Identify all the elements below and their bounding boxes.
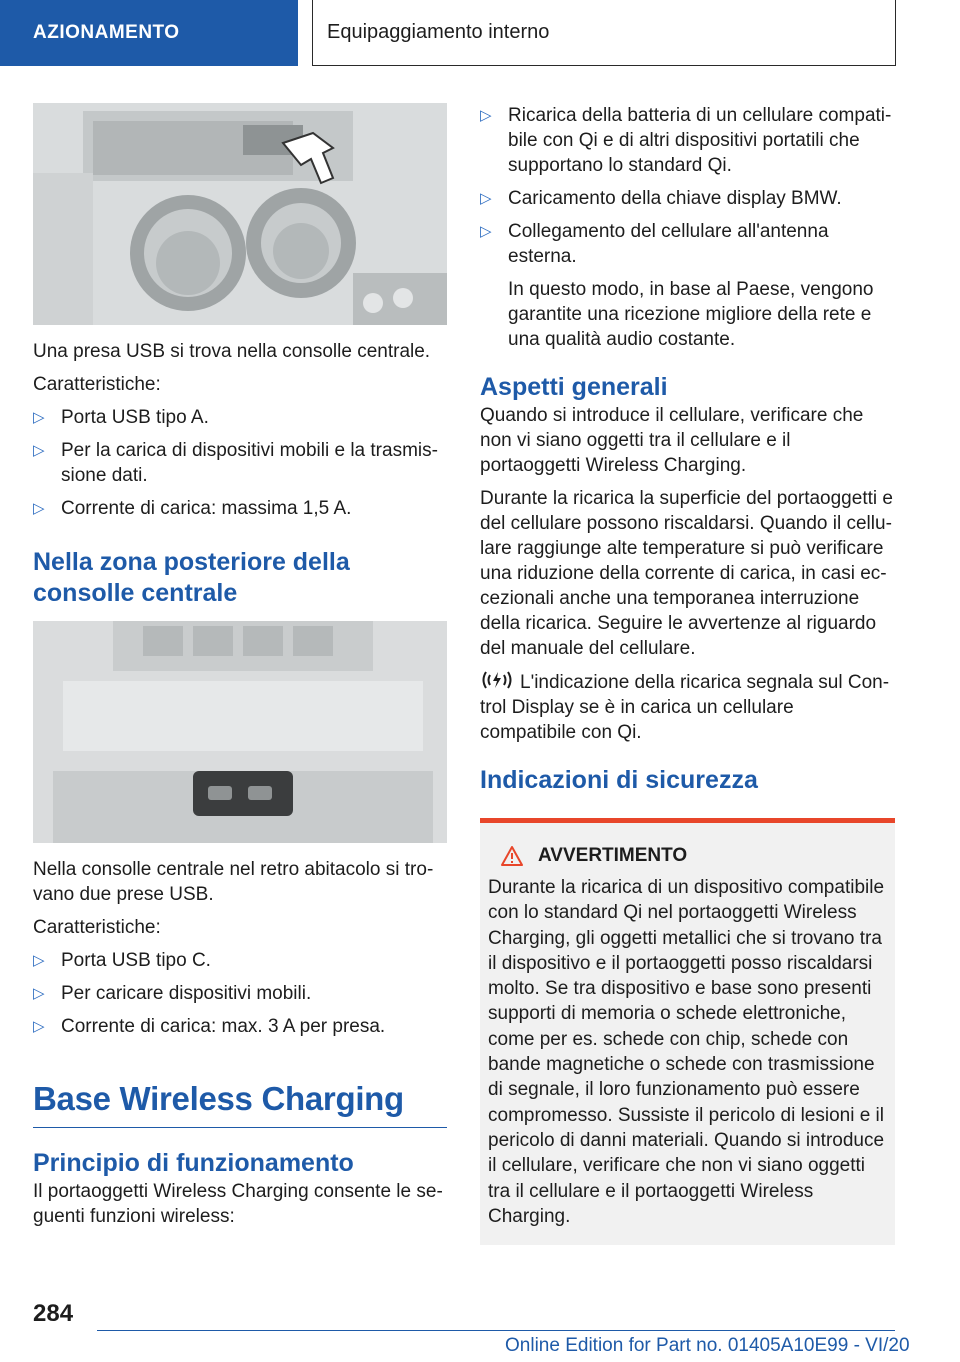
general-paragraph-3: L'indicazione della ricarica segnala sul Control Display se è in carica un cellulare compatibile con Qi.: [480, 669, 895, 745]
chapter-tab: [312, 0, 896, 66]
heading-safety: Indicazioni di sicurezza: [480, 766, 758, 794]
list-item: ▷ Corrente di carica: massima 1,5 A.: [33, 498, 352, 519]
page-number: 284: [33, 1300, 74, 1327]
triangle-bullet-icon: ▷: [33, 409, 45, 426]
list-item: ▷ Ricarica della batteria di un cellulare compatibile con Qi e di altri dispositivi portatili che supportano lo standard Qi.: [480, 105, 892, 176]
left-column: [33, 103, 447, 1237]
warning-title: AVVERTIMENTO: [538, 845, 688, 866]
footer-divider: [97, 1330, 895, 1331]
triangle-bullet-icon: ▷: [33, 952, 45, 969]
triangle-bullet-icon: ▷: [480, 190, 492, 207]
triangle-bullet-icon: ▷: [33, 500, 45, 517]
warning-header: [488, 845, 887, 867]
general-paragraph-2: Durante la ricarica la superficie del portaoggetti e del cellulare possono riscaldarsi. Quando il cellulare raggiunge alte temperature si può verificare una riduzione della corrente di carica, in casi eccezionali anche una temporanea interruzione della ricarica. Seguire le avvertenze al riguardo del manuale del cellulare.: [480, 488, 893, 659]
front-console-usb-photo: [33, 103, 447, 325]
right-column: [480, 103, 895, 1245]
list-item: ▷ Per caricare dispositivi mobili.: [33, 983, 312, 1004]
heading-rear-console: Nella zona posteriore della consolle centrale: [33, 548, 350, 607]
warning-box: [480, 818, 895, 1245]
front-usb-caption: Una presa USB si trova nella consolle centrale.: [33, 341, 431, 362]
section-title: AZIONAMENTO: [33, 22, 180, 43]
triangle-bullet-icon: ▷: [33, 1018, 45, 1035]
edition-text: Online Edition for Part no. 01405A10E99 - VI/20: [505, 1335, 910, 1356]
triangle-bullet-icon: ▷: [33, 985, 45, 1002]
wireless-functions-list: [480, 103, 895, 269]
rear-console-usb-photo: [33, 621, 447, 843]
list-item: ▷ Collegamento del cellulare all'antenna esterna.: [480, 221, 829, 267]
wireless-heading-block: [33, 1079, 447, 1128]
chapter-title: Equipaggiamento interno: [327, 21, 550, 43]
warning-text: Durante la ricarica di un dispositivo compatibile con lo standard Qi nel portaoggetti Wireless Charging, gli oggetti metallici che si trovano tra il dispositivo e il portaoggetti posso riscaldarsi molto. Se tra dispositivo e base sono presenti supporti di memoria o schede elettroniche, come per es. schede con chip, schede con bande magnetiche o schede con trasmissione di segnale, il loro funzionamento può essere compromesso. Sussiste il pericolo di lesioni e il pericolo di danni materiali. Quando si introduce il cellulare, verificare che non vi siano oggetti tra il cellulare e il portaoggetti Wireless Charging.: [488, 877, 885, 1227]
triangle-bullet-icon: ▷: [480, 107, 492, 124]
list-item: ▷ Corrente di carica: max. 3 A per presa.: [33, 1016, 386, 1037]
wireless-charging-indicator-icon: [480, 669, 514, 691]
section-tab: [0, 0, 298, 66]
list-item: ▷ Porta USB tipo A.: [33, 407, 209, 428]
general-paragraph-1: Quando si introduce il cellulare, verificare che non vi siano oggetti tra il cellulare e il portaoggetti Wireless Charging.: [480, 405, 864, 476]
heading-principle: Principio di funzionamento: [33, 1149, 354, 1177]
features-label-2: Caratteristiche:: [33, 917, 161, 938]
list-item: ▷ Per la carica di dispositivi mobili e la trasmissione dati.: [33, 440, 438, 486]
triangle-bullet-icon: ▷: [480, 223, 492, 240]
warning-triangle-icon: [500, 845, 524, 867]
antenna-note: In questo modo, in base al Paese, vengono garantite una ricezione migliore della rete e una qualità audio costante.: [508, 279, 874, 350]
features-list-1: [33, 405, 447, 521]
list-item: ▷ Porta USB tipo C.: [33, 950, 211, 971]
heading-general: Aspetti generali: [480, 373, 668, 401]
features-label-1: Caratteristiche:: [33, 374, 161, 395]
heading-wireless-charging: Base Wireless Charging: [33, 1080, 404, 1117]
principle-text: Il portaoggetti Wireless Charging consente le seguenti funzioni wireless:: [33, 1181, 443, 1227]
list-item: ▷ Caricamento della chiave display BMW.: [480, 188, 842, 209]
triangle-bullet-icon: ▷: [33, 442, 45, 459]
rear-usb-caption: Nella consolle centrale nel retro abitacolo si trovano due prese USB.: [33, 859, 434, 905]
features-list-2: [33, 948, 447, 1039]
